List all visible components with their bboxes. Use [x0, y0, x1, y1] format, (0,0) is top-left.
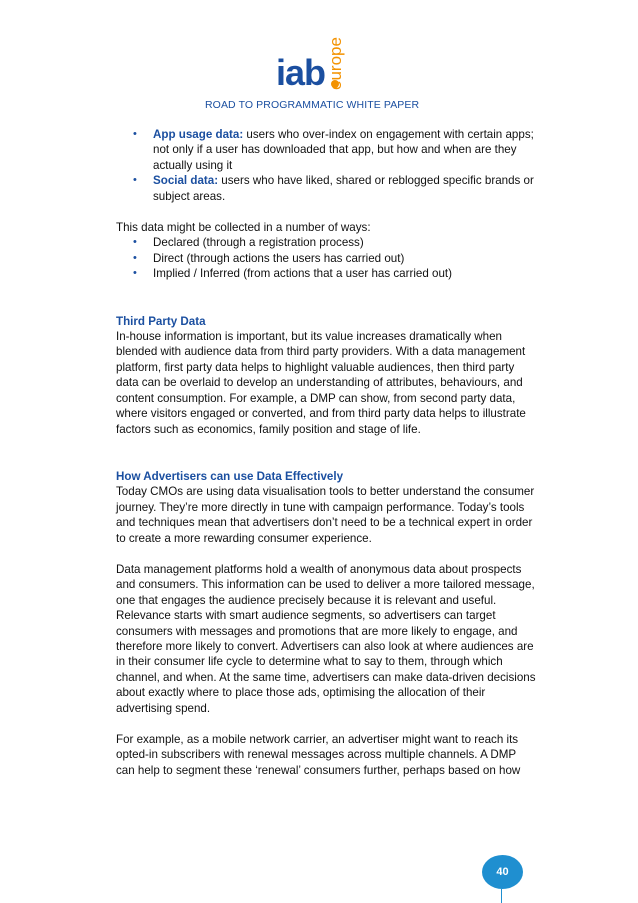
third-party-heading: Third Party Data — [116, 314, 206, 328]
data-types-list — [116, 127, 536, 204]
page-number-line — [501, 889, 502, 903]
list-item: • Declared (through a registration process) — [116, 235, 536, 250]
list-item-label: App usage data: — [153, 128, 244, 141]
logo-europe-text: europe — [326, 37, 345, 90]
collection-methods-list — [116, 235, 536, 281]
advertisers-paragraph-1: Today CMOs are using data visualisation tools to better understand the consumer journey. They’re more directly in tune with campaign performance. Today’s tools and techniques mean that advertisers don’t need to be a technical expert in order to create a more rewarding consumer experience. — [116, 485, 535, 545]
page-header-title: ROAD TO PROGRAMMATIC WHITE PAPER — [205, 99, 420, 111]
advertisers-paragraph-2: Data management platforms hold a wealth of anonymous data about prospects and consumers. This information can be used to deliver a more tailored message, one that engages the audience precisely because it is relevant and useful. Relevance starts with smart audience segments, so advertisers can target consumers with messages and promotions that are more likely to engage, and therefore more likely to convert. Advertisers can also look at where audiences are in their consumer life cycle to determine what to say to them, through which channel, and when. At the same time, advertisers can make data-driven decisions about exactly where to place those ads, optimising the allocation of their advertising spend. — [116, 562, 536, 715]
list-item — [116, 127, 536, 173]
list-item-text: users who over-index on engagement with certain apps; not only if a user has downloaded that app, but how and when are they actually using it — [153, 128, 534, 172]
page-number-badge: 40 — [482, 855, 523, 889]
third-party-body: In-house information is important, but its value increases dramatically when blended with audience data from third party providers. With a data management platform, first party data helps to highlight valuable audiences, then third party data can be overlaid to develop an understanding of attributes, behaviours, and content consumption. For example, a DMP can show, from second party data, where visitors engaged or converted, and from third party data helps to illustrate factors such as economics, family position and stage of life. — [116, 330, 526, 436]
list-item-text: users who have liked, shared or reblogged specific brands or subject areas. — [153, 174, 534, 203]
logo-iab-text: iab — [276, 52, 326, 93]
collection-intro: This data might be collected in a number of ways: — [116, 221, 371, 235]
iab-europe-logo — [276, 38, 356, 98]
advertisers-heading: How Advertisers can use Data Effectively — [116, 469, 344, 483]
list-item-label: Social data: — [153, 174, 219, 188]
document-body — [116, 127, 536, 778]
list-item — [116, 173, 536, 204]
list-item: • Implied / Inferred (from actions that a user has carried out) — [116, 266, 536, 281]
list-item: • Direct (through actions the users has carried out) — [116, 251, 536, 266]
advertisers-paragraph-3: For example, as a mobile network carrier, an advertiser might want to reach its opted-in subscribers with renewal messages across multiple channels. A DMP can help to segment these ‘renewal’ consumers further, perhaps based on how — [116, 733, 521, 777]
